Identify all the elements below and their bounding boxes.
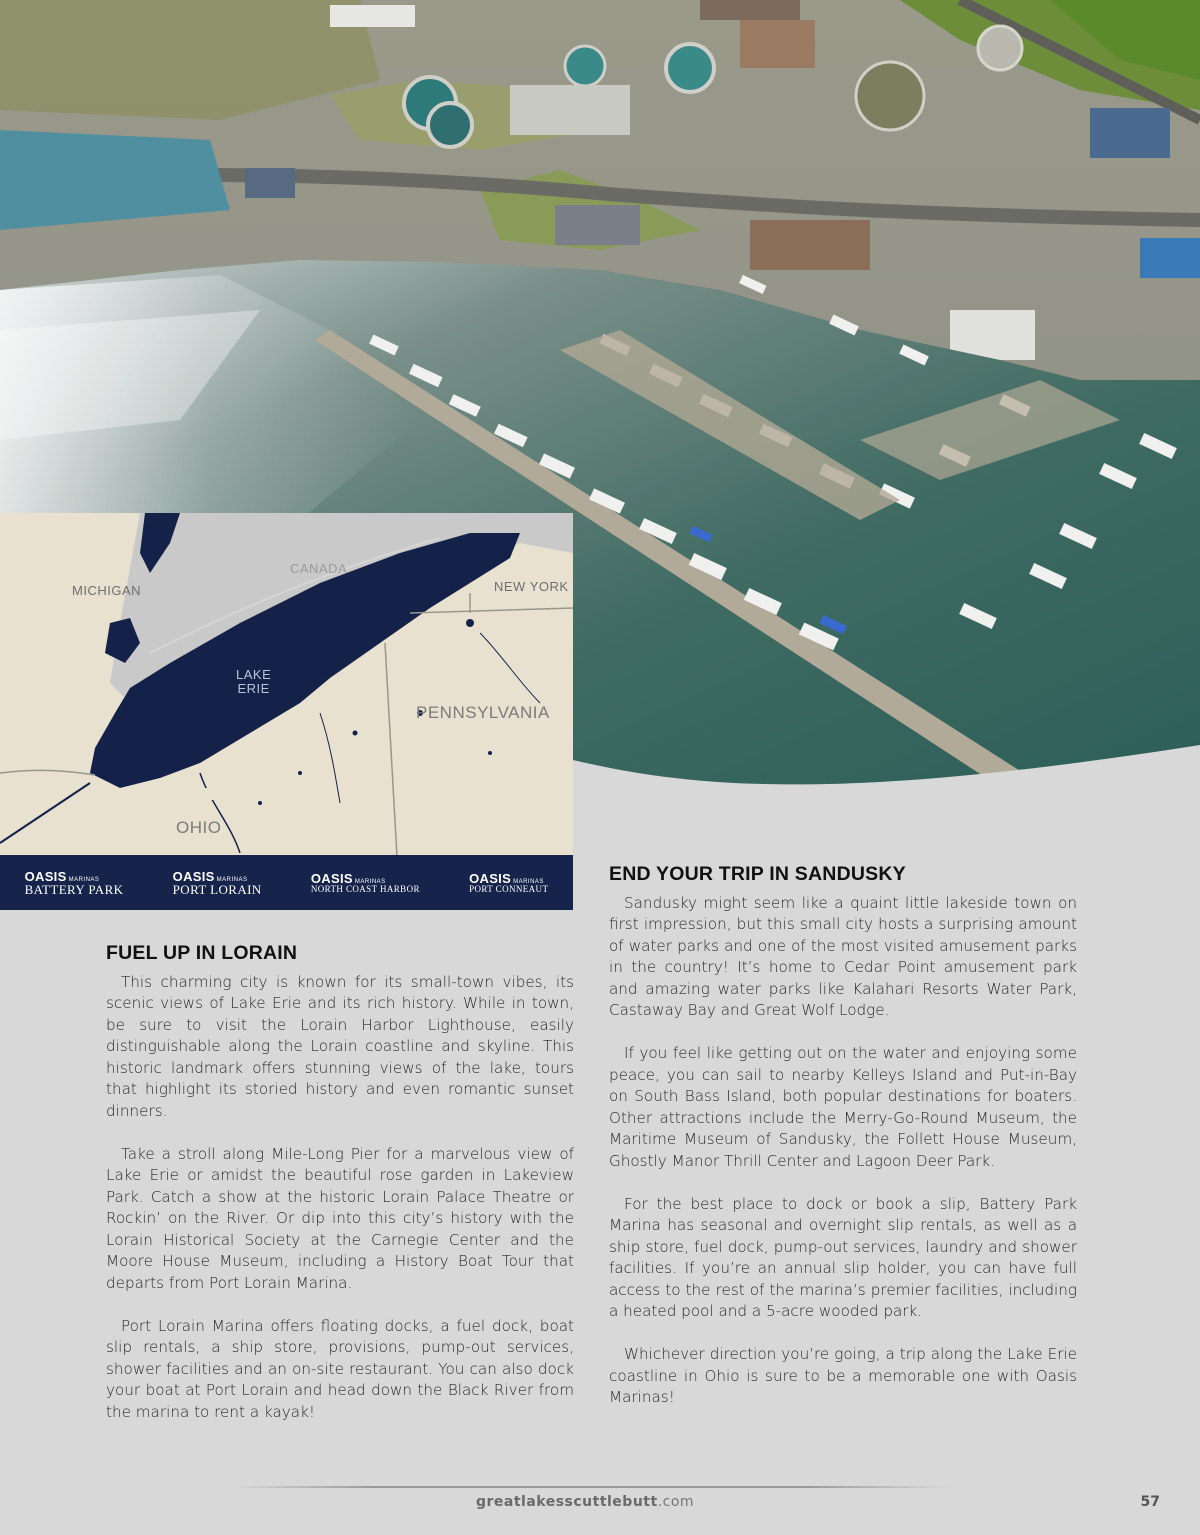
logo-port-lorain [173,870,262,896]
logo-sub: MARINAS [354,878,386,885]
logo-sub: MARINAS [513,878,544,885]
map-label-new-york: NEW YORK [494,579,569,594]
map-label-lake [236,668,271,696]
footer-url-domain: greatlakesscuttlebutt [475,1494,658,1510]
oasis-marinas-logo-bar [0,855,573,910]
logo-place: NORTH COAST HARBOR [310,883,420,894]
paragraph: Take a stroll along Mile-Long Pier for a marvelous view of Lake Erie or amidst the beautiful rose garden in Lakeview Park. Catch a show at the historic Lorain Palace Theatre or Rockin’ on the River. Or dip into this city’s history with the Lorain Historical Society at the Carnegie Center and the Moore House Museum, including a History Boat Tour that departs from Port Lorain Marina. [106,1144,574,1292]
logo-brand: OASIS [310,870,353,886]
logo-brand: OASIS [469,870,512,886]
paragraph: For the best place to dock or book a slip, Battery Park Marina has seasonal and overnight slip rentals, as well as a ship store, fuel dock, pump-out services, laundry and shower facilities. If you’re an annual slip holder, you can have full access to the rest of the marina’s premier facilities, including a heated pool and a 5-acre wooded park. [609,1194,1077,1320]
map-marker-battery-park [102,797,162,809]
footer-website[interactable] [0,1494,1170,1510]
page-number: 57 [1140,1494,1160,1510]
map-label-lake-line1: LAKE [236,667,272,682]
paragraph: Whichever direction you’re going, a trip along the Lake Erie coastline in Ohio is sure to be a memorable one with Oasis Marinas! [609,1345,1077,1406]
logo-place: PORT LORAIN [172,881,262,897]
map-label-lake-line2: ERIE [237,681,270,696]
logo-port-conneaut [469,872,548,894]
section-heading-lorain: FUEL UP IN LORAIN [106,942,298,964]
footer-divider [230,1486,950,1488]
map-marker-port-lorain [190,788,250,800]
logo-brand: OASIS [24,868,67,884]
paragraph: This charming city is known for its small-town vibes, its scenic views of Lake Erie and its rich history. While in town, be sure to visit the Lorain Harbor Lighthouse, easily distinguishable along the Lorain coastline and skyline. This historic landmark offers stunning views of the lake, tours that highlight its storied history and even romantic sunset dinners. [106,972,574,1120]
map-marker-north-coast-harbor [258,775,332,787]
logo-battery-park [25,870,124,896]
logo-brand: OASIS [172,868,215,884]
map-label-ohio: OHIO [176,818,222,837]
paragraph: Port Lorain Marina offers floating docks, a fuel dock, boat slip rentals, a ship store, provisions, pump-out services, shower facilities and an on-site restaurant. You can also dock your boat at Port Lorain and head down the Black River from the marina to rent a kayak! [106,1316,574,1421]
logo-sub: MARINAS [216,876,248,883]
map-label-pennsylvania: PENNSYLVANIA [416,703,550,722]
article-lorain [106,943,574,1445]
section-heading-sandusky: END YOUR TRIP IN SANDUSKY [609,863,906,885]
lake-erie-map [0,513,573,910]
logo-place: PORT CONNEAUT [469,883,549,894]
map-label-canada: CANADA [290,561,348,576]
map-label-michigan: MICHIGAN [72,583,141,598]
paragraph: Sandusky might seem like a quaint little lakeside town on first impression, but this small city hosts a surprising amount of water parks and one of the most visited amusement parks in the country! It’s home to Cedar Point amusement park and amazing water parks like Kalahari Resorts Water Park, Castaway Bay and Great Wolf Lodge. [609,893,1077,1019]
footer-url-tld: .com [657,1494,695,1510]
article-sandusky [609,864,1077,1430]
logo-north-coast-harbor [311,872,420,894]
paragraph: If you feel like getting out on the water and enjoying some peace, you can sail to nearby Kelleys Island and Put-in-Bay on South Bass Island, both popular destinations for boaters. Other attractions include the Merry-Go-Round Museum, the Maritime Museum of Sandusky, the Follett House Museum, Ghostly Manor Thrill Center and Lagoon Deer Park. [609,1044,1077,1170]
logo-sub: MARINAS [68,876,100,883]
logo-place: BATTERY PARK [24,881,124,897]
